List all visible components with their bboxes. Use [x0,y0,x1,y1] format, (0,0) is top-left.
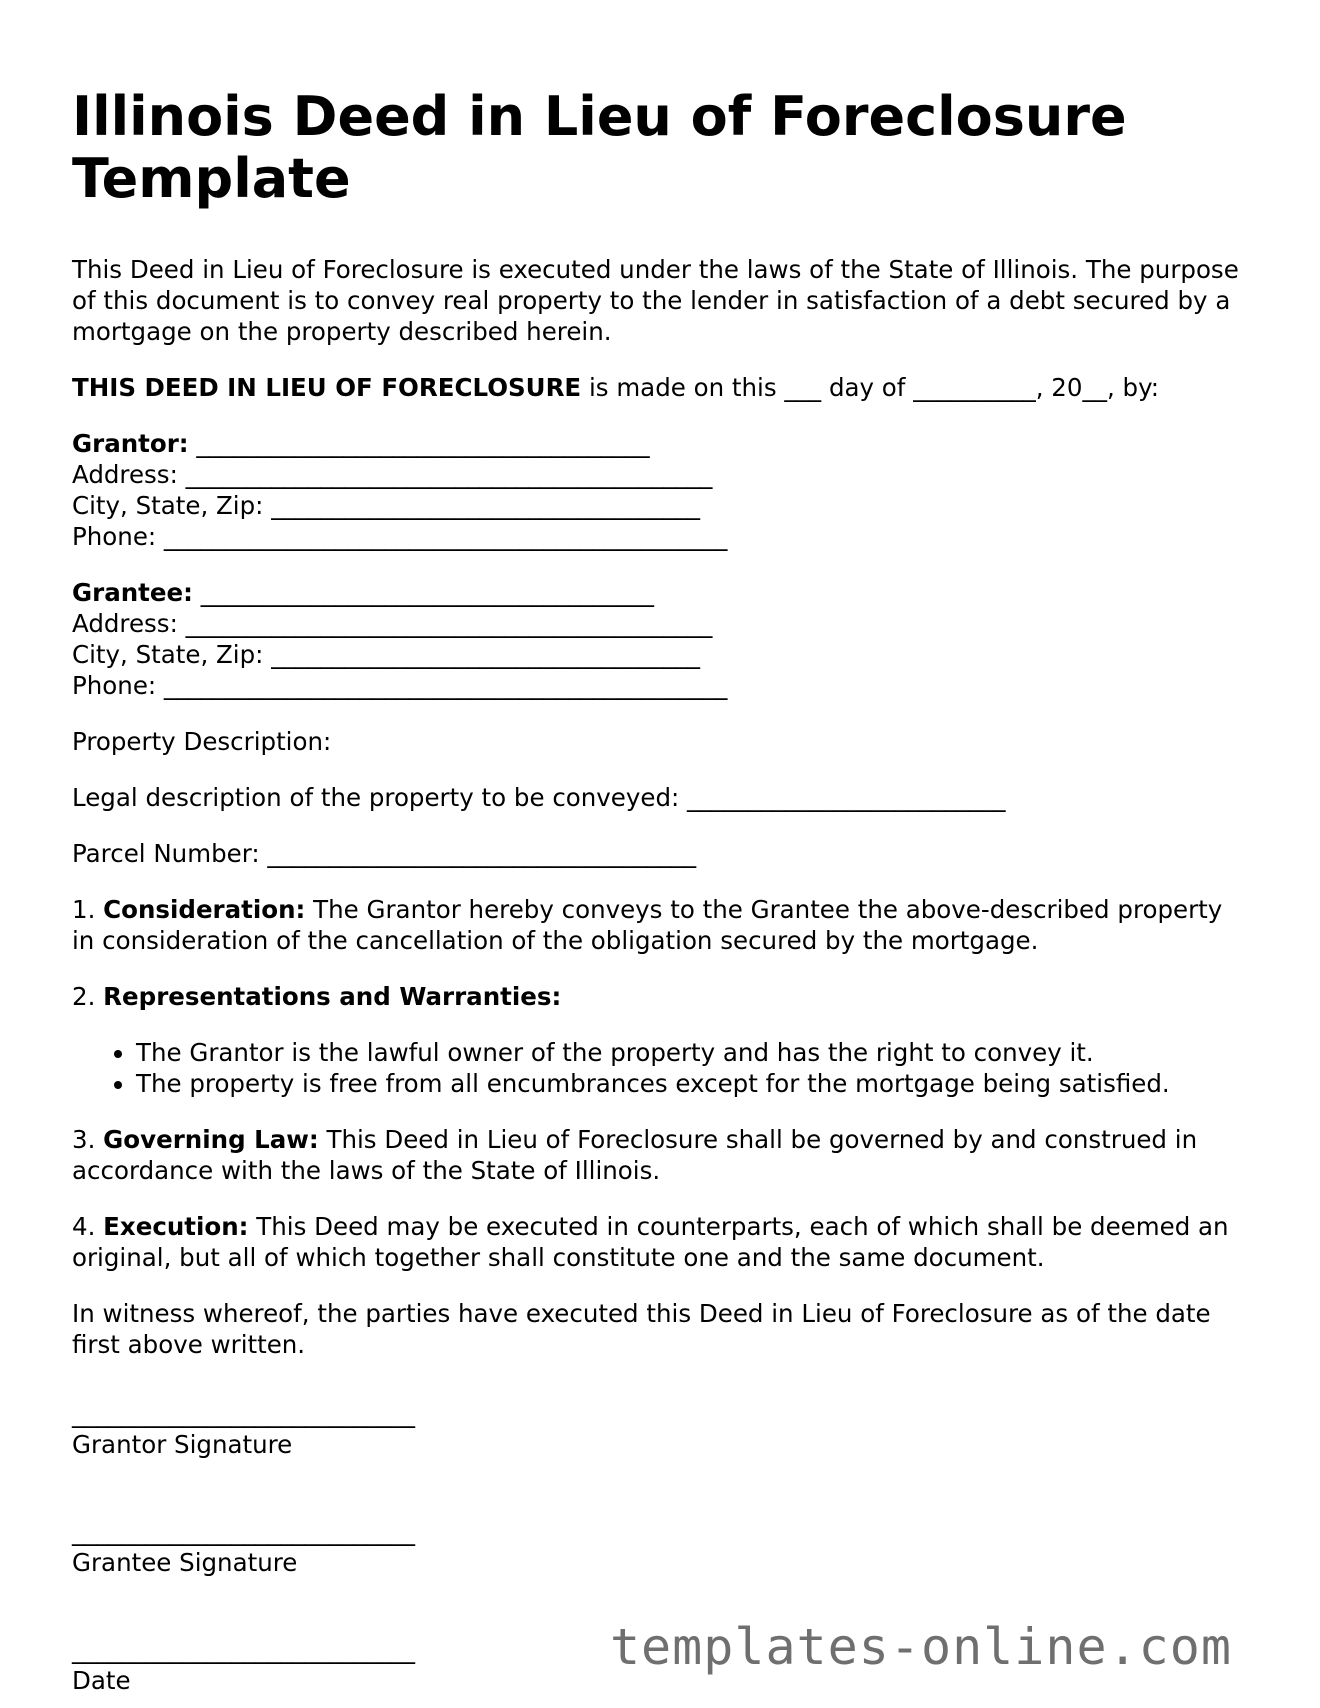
made-on-statement [72,372,1252,403]
section-2-label: Representations and Warranties: [103,982,562,1011]
grantor-name-line [72,428,1252,459]
property-description-heading: Property Description: [72,727,332,756]
section-1-label: Consideration: [103,895,306,924]
grantee-address: Address: ___________________________________________ [72,609,713,638]
grantee-block [72,577,1252,701]
section-consideration [72,894,1252,956]
grantee-city-state-zip: City, State, Zip: ___________________________________ [72,640,700,669]
section-4-label: Execution: [103,1212,249,1241]
made-on-bold: THIS DEED IN LIEU OF FORECLOSURE [72,373,582,402]
section-1-text: The Grantor hereby conveys to the Grantee the above-described property in consideration of the cancellation of the obligation secured by the mortgage. [72,895,1223,955]
date-label: Date [72,1666,131,1695]
grantee-signature-block [72,1516,1252,1578]
section-2-number: 2. [72,982,104,1011]
watermark: templates-online.com [609,1618,1232,1676]
grantor-phone: Phone: ______________________________________________ [72,522,728,551]
grantor-signature-block [72,1398,1252,1460]
warranties-list [72,1037,1252,1099]
grantee-label: Grantee: [72,578,193,607]
section-3-label: Governing Law: [103,1125,319,1154]
document-page [72,86,1252,1696]
grantor-name-blank: _____________________________________ [188,429,650,458]
legal-description-line: Legal description of the property to be conveyed: __________________________ [72,783,1006,812]
grantee-name-line [72,577,1252,608]
grantor-block [72,428,1252,552]
grantor-city-state-zip: City, State, Zip: ___________________________________ [72,491,700,520]
date-line: ____________________________ [72,1635,415,1664]
grantor-signature-line: ____________________________ [72,1399,415,1428]
section-4-text: This Deed may be executed in counterparts, each of which shall be deemed an original, but all of which together shall constitute one and the same document. [72,1212,1229,1272]
grantor-address: Address: ___________________________________________ [72,460,713,489]
section-3-number: 3. [72,1125,104,1154]
parcel-number-line: Parcel Number: ___________________________________ [72,839,697,868]
list-item: • The property is free from all encumbrances except for the mortgage being satisfied. [136,1068,1252,1099]
page-title: Illinois Deed in Lieu of Foreclosure Template [72,85,1127,210]
list-item: • The Grantor is the lawful owner of the property and has the right to convey it. [136,1037,1252,1068]
made-on-rest: is made on this ___ day of __________, 20__, by: [581,373,1160,402]
section-3-text: This Deed in Lieu of Foreclosure shall be governed by and construed in accordance with the laws of the State of Illinois. [72,1125,1198,1185]
grantee-signature-label: Grantee Signature [72,1548,298,1577]
grantee-phone: Phone: ______________________________________________ [72,671,728,700]
grantee-signature-line: ____________________________ [72,1517,415,1546]
grantor-signature-label: Grantor Signature [72,1430,293,1459]
grantee-name-blank: _____________________________________ [192,578,654,607]
section-4-number: 4. [72,1212,104,1241]
section-1-number: 1. [72,895,104,924]
intro-paragraph: This Deed in Lieu of Foreclosure is executed under the laws of the State of Illinois. The purpose of this document is to convey real property to the lender in satisfaction of a debt secured by a mortgage on the property described herein. [72,255,1239,346]
section-representations [72,981,1252,1012]
section-governing-law [72,1124,1252,1186]
section-execution [72,1211,1252,1273]
witness-statement: In witness whereof, the parties have executed this Deed in Lieu of Foreclosure as of the date first above written. [72,1299,1211,1359]
grantor-label: Grantor: [72,429,189,458]
